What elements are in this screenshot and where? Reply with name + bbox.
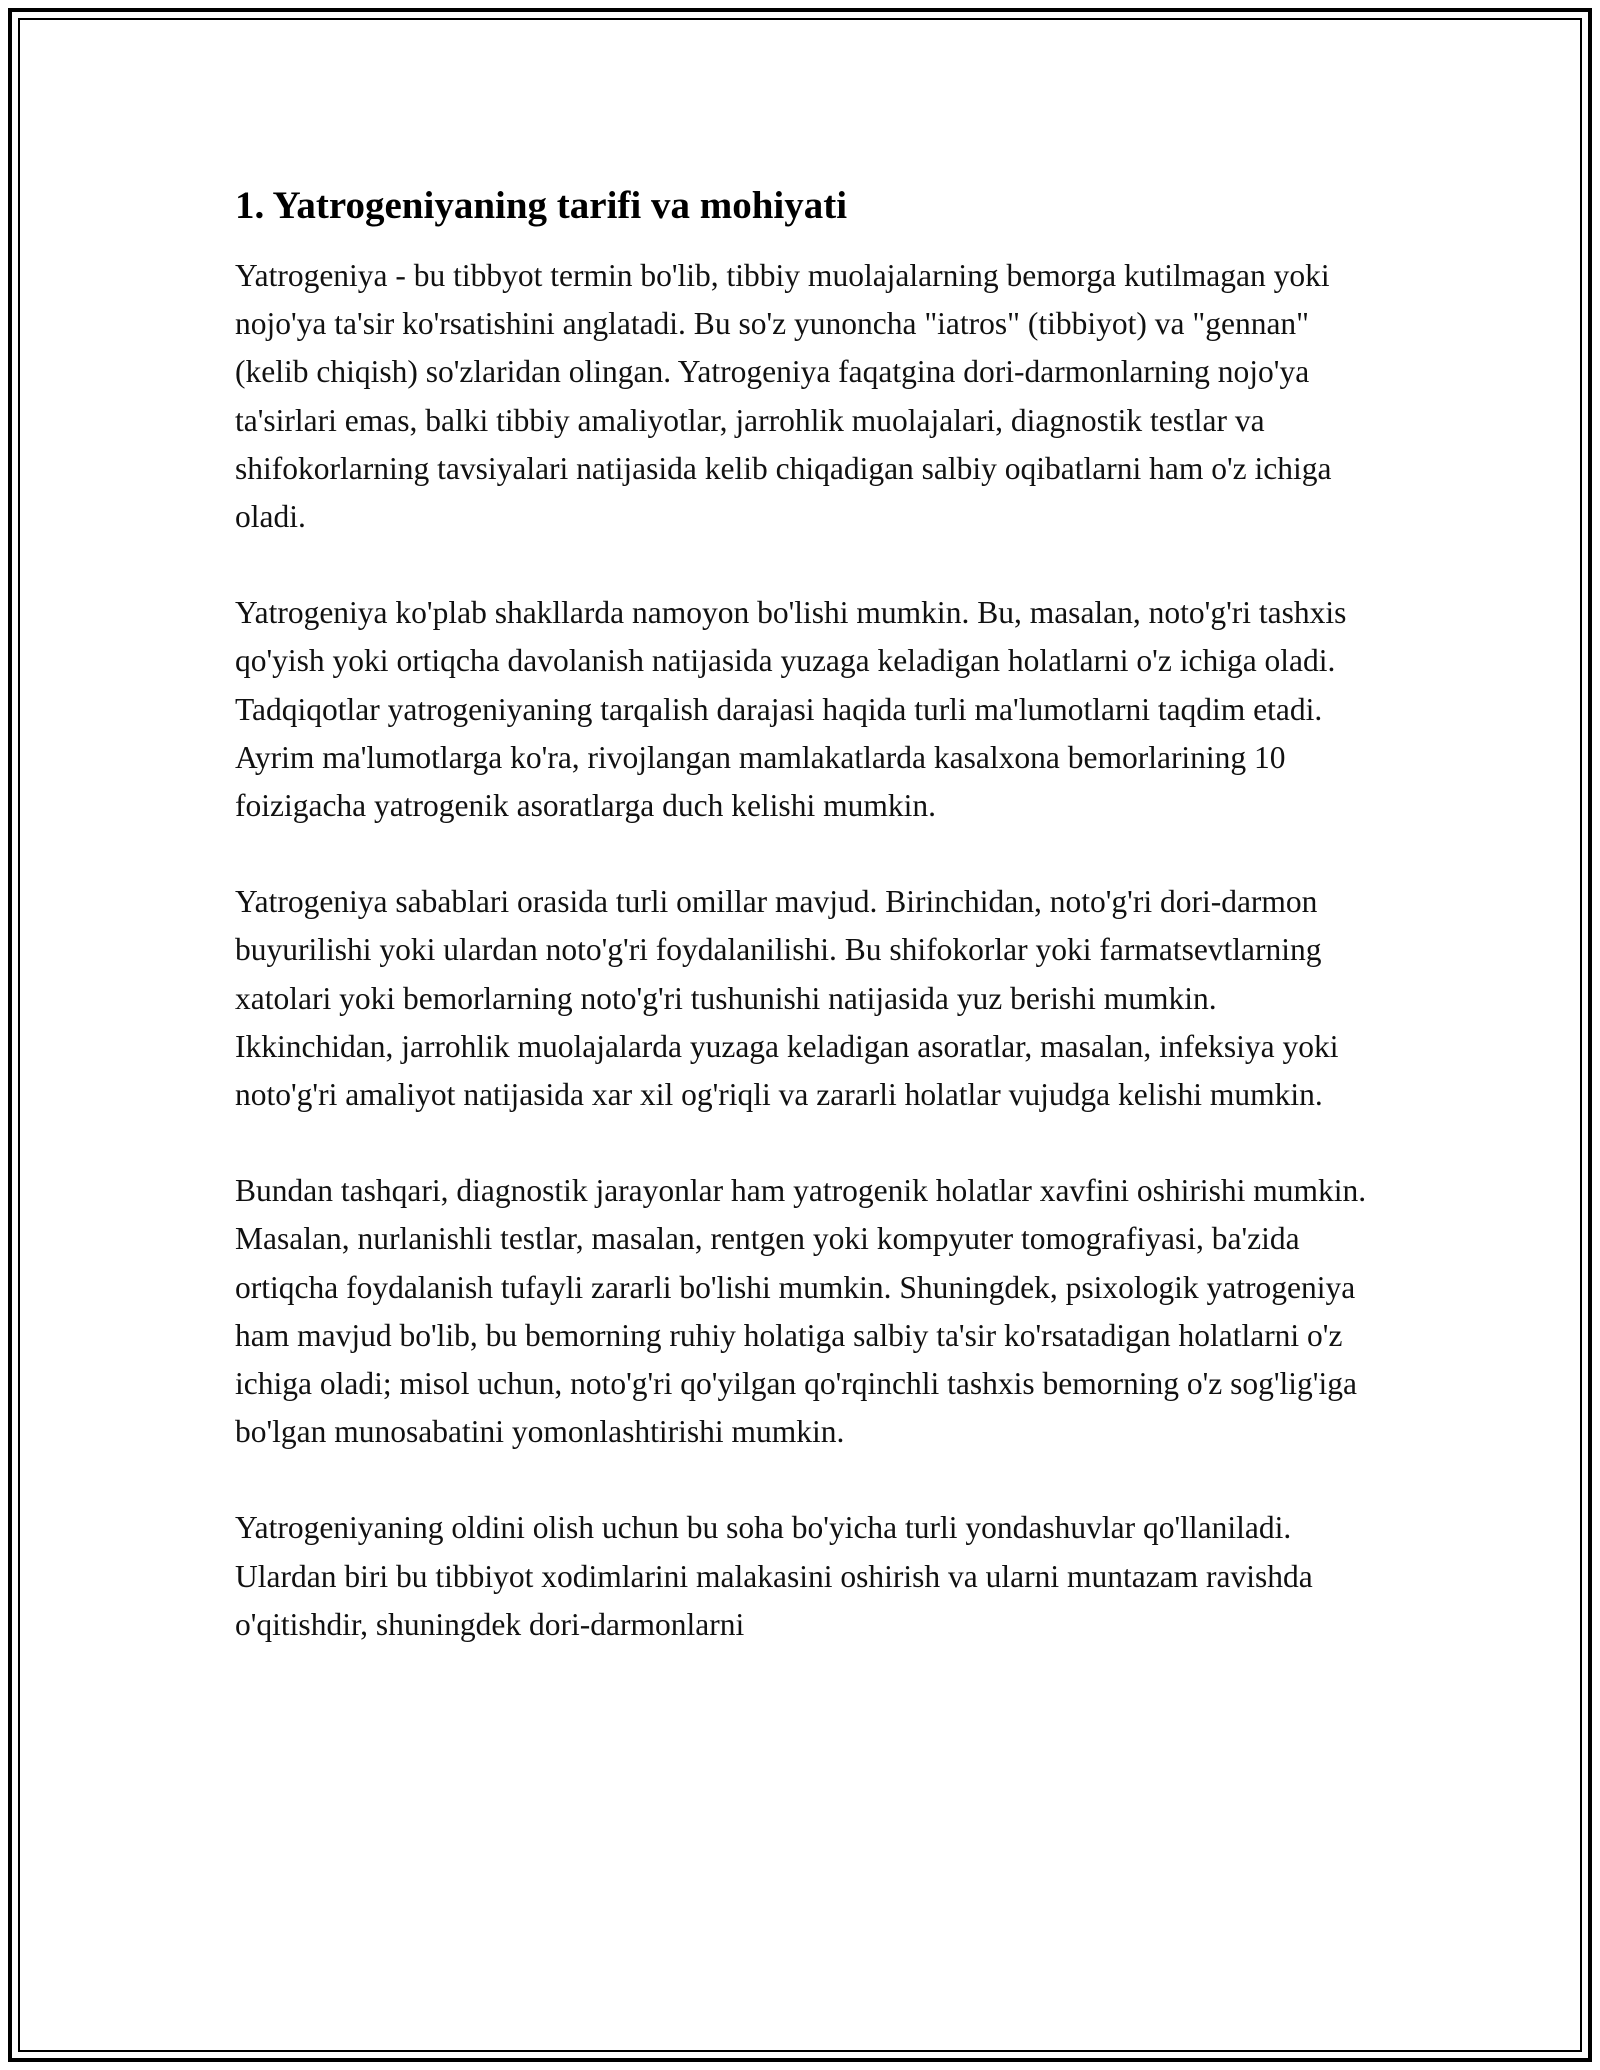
paragraph-diagnostics: Bundan tashqari, diagnostik jarayonlar ham yatrogenik holatlar xavfini oshirishi mumkin. Masalan, nurlanishli testlar, masalan, rentgen yoki kompyuter tomografiyasi, ba'zida ortiqcha foydalanish tufayli zararli bo'lishi mumkin. Shuningdek, psixologik yatrogeniya ham mavjud bo'lib, bu bemorning ruhiy holatiga salbiy ta'sir ko'rsatadigan holatlarni o'z ichiga oladi; misol uchun, noto'g'ri qo'yilgan qo'rqinchli tashxis bemorning o'z sog'lig'iga bo'lgan munosabatini yomonlashtirishi mumkin. <box>235 1173 1367 1450</box>
section-heading: 1. Yatrogeniyaning tarifi va mohiyati <box>235 184 848 227</box>
paragraph-definition: Yatrogeniya - bu tibbyot termin bo'lib, tibbiy muolajalarning bemorga kutilmagan yoki nojo'ya ta'sir ko'rsatishini anglatadi. Bu so'z yunoncha "iatros" (tibbiyot) va "gennan" (kelib chiqish) so'zlaridan olingan. Yatrogeniya faqatgina dori-darmonlarning nojo'ya ta'sirlari emas, balki tibbiy amaliyotlar, jarrohlik muolajalari, diagnostik testlar va shifokorlarning tavsiyalari natijasida kelib chiqadigan salbiy oqibatlarni ham o'z ichiga oladi. <box>235 258 1332 535</box>
paragraph-prevention: Yatrogeniyaning oldini olish uchun bu soha bo'yicha turli yondashuvlar qo'llaniladi. Ulardan biri bu tibbiyot xodimlarini malakasini oshirish va ularni muntazam ravishda o'qitishdir, shuningdek dori-darmonlarni <box>235 1510 1313 1642</box>
paragraph-forms: Yatrogeniya ko'plab shakllarda namoyon bo'lishi mumkin. Bu, masalan, noto'g'ri tashxis qo'yish yoki ortiqcha davolanish natijasida yuzaga keladigan holatlarni o'z ichiga oladi. Tadqiqotlar yatrogeniyaning tarqalish darajasi haqida turli ma'lumotlarni taqdim etadi. Ayrim ma'lumotlarga ko'ra, rivojlangan mamlakatlarda kasalxona bemorlarining 10 foizigacha yatrogenik asoratlarga duch kelishi mumkin. <box>235 595 1347 824</box>
document-body <box>227 180 1377 1649</box>
paragraph-causes: Yatrogeniya sabablari orasida turli omillar mavjud. Birinchidan, noto'g'ri dori-darmon buyurilishi yoki ulardan noto'g'ri foydalanilishi. Bu shifokorlar yoki farmatsevtlarning xatolari yoki bemorlarning noto'g'ri tushunishi natijasida yuz berishi mumkin. Ikkinchidan, jarrohlik muolajalarda yuzaga keladigan asoratlar, masalan, infeksiya yoki noto'g'ri amaliyot natijasida xar xil og'riqli va zararli holatlar vujudga kelishi mumkin. <box>235 884 1339 1113</box>
